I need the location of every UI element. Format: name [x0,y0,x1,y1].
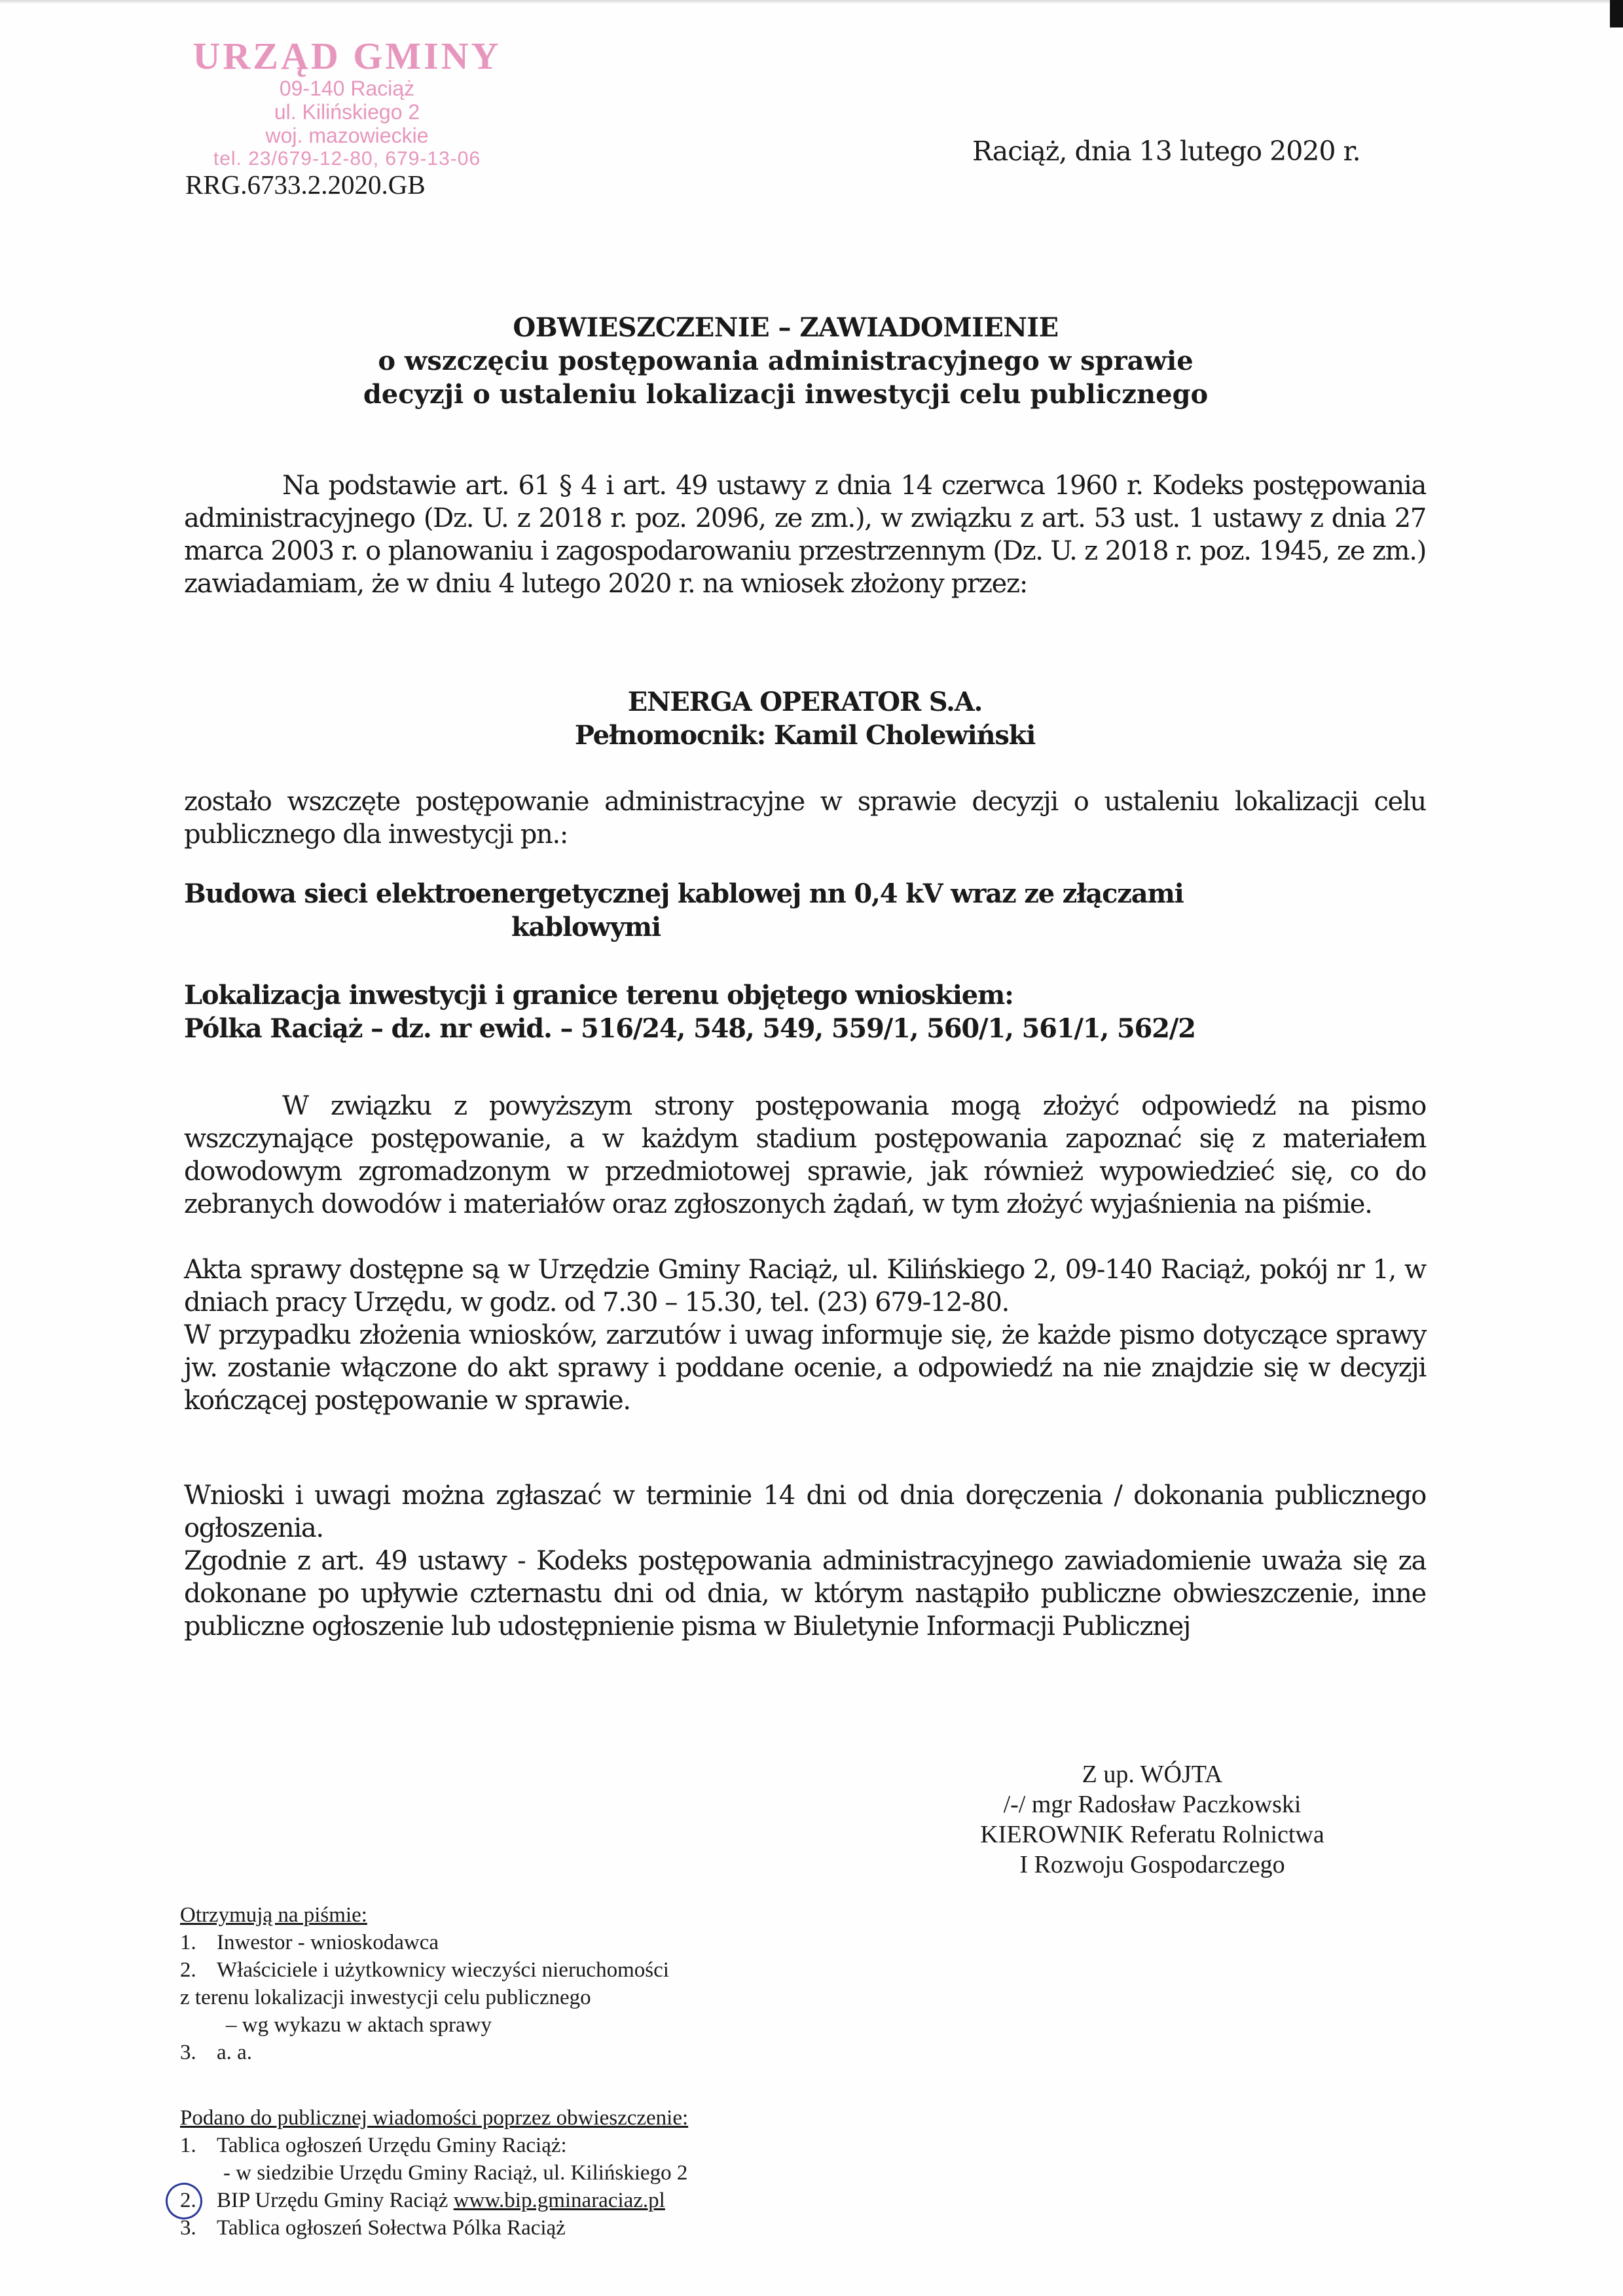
stamp-voivodeship: woj. mazowieckie [265,124,429,147]
item-text: BIP Urzędu Gminy Raciąż [217,2189,454,2212]
recipients-heading: Otrzymują na piśmie: [180,1903,367,1927]
parties-rights-paragraph: W związku z powyższym strony postępowania mogą złożyć odpowiedź na pismo wszczynające postępowanie, a w każdym stadium postępowania zapoznać się z materiałem dowodowym zgromadzonym w przedmiotowej sprawie, jak również wypowiedzieć się, co do zebranych dowodów i materiałów oraz zgłoszonych żądań, w tym złożyć wyjaśnienia na piśmie. [184,1091,1426,1219]
reference-number: RRG.6733.2.2020.GB [185,170,426,200]
recipient-item [180,1929,669,1956]
signature-line-4: I Rozwoju Gospodarczego [1019,1851,1285,1878]
stamp-title: URZĄD GMINY [192,35,501,77]
investment-name [184,877,1426,944]
applicant-block [184,685,1426,752]
item-number: 3. [180,2216,196,2240]
scan-corner-mark [1610,0,1623,27]
signature-line-2: /-/ mgr Radosław Paczkowski [1003,1791,1302,1818]
item-text: Tablica ogłoszeń Sołectwa Pólka Raciąż [217,2216,566,2240]
applicant-name: ENERGA OPERATOR S.A. [627,687,983,717]
files-available-paragraph: Akta sprawy dostępne są w Urzędzie Gminy Raciąż, ul. Kilińskiego 2, 09-140 Raciąż, pokój nr 1, w dniach pracy Urzędu, w godz. od 7.30 – 15.30, tel. (23) 679-12-80. [184,1255,1426,1318]
item-text: Właściciele i użytkownicy wieczyści nieruchomości [217,1958,669,1982]
location-parcels: Pólka Raciąż – dz. nr ewid. – 516/24, 548, 549, 559/1, 560/1, 561/1, 562/2 [184,1013,1195,1044]
signature-line-1: Z up. WÓJTA [1082,1761,1223,1788]
item-number [180,2187,217,2214]
signature-block [903,1759,1401,1880]
item-number: 3. [180,2041,196,2064]
item-number: 1. [180,2134,196,2157]
stamp-postal: 09-140 Raciąż [279,77,415,100]
item-subtext: z terenu lokalizacji inwestycji celu publicznego [180,1986,591,2009]
title-line-3: decyzji o ustaleniu lokalizacji inwestycji celu publicznego [363,379,1209,410]
title-line-1: OBWIESZCZENIE – ZAWIADOMIENIE [513,312,1059,343]
bip-link[interactable]: www.bip.gminaraciaz.pl [453,2189,665,2212]
office-stamp [190,36,504,171]
investment-line-2: kablowymi [511,912,661,942]
item-subtext: - w siedzibie Urzędu Gminy Raciąż, ul. Kilińskiego 2 [223,2161,688,2185]
objections-paragraph: W przypadku złożenia wniosków, zarzutów i uwag informuje się, że każde pismo dotyczące sprawy jw. zostanie włączone do akt sprawy i poddane ocenie, a odpowiedź na nie znajdzie się w decyzji kończącej postępowanie w sprawie. [184,1320,1426,1416]
signature-line-3: KIEROWNIK Referatu Rolnictwa [980,1821,1324,1848]
item-text: a. a. [217,2041,253,2064]
location-heading: Lokalizacja inwestycji i granice terenu objętego wnioskiem: [184,980,1013,1011]
place-date: Raciąż, dnia 13 lutego 2020 r. [972,135,1360,167]
applicant-proxy: Pełnomocnik: Kamil Cholewiński [574,720,1036,751]
recipient-item [180,2039,669,2066]
investment-line-1: Budowa sieci elektroenergetycznej kablowej nn 0,4 kV wraz ze złączami [184,878,1184,909]
publication-item [180,2187,688,2214]
stamp-phone: tel. 23/679-12-80, 679-13-06 [213,148,481,170]
publication-heading: Podano do publicznej wiadomości poprzez obwieszczenie: [180,2106,689,2130]
stamp-street: ul. Kilińskiego 2 [274,100,420,124]
deadline-paragraph: Wnioski i uwagi można zgłaszać w terminie 14 dni od dnia doręczenia / dokonania publicznego ogłoszenia. [184,1480,1426,1543]
publication-item [180,2132,688,2187]
item-text: Tablica ogłoszeń Urzędu Gminy Raciąż: [217,2134,567,2157]
item-number: 1. [180,1931,196,1954]
publication-item [180,2214,688,2242]
legal-basis-paragraph: Na podstawie art. 61 § 4 i art. 49 ustawy z dnia 14 czerwca 1960 r. Kodeks postępowania administracyjnego (Dz. U. z 2018 r. poz. 2096, ze zm.), w związku z art. 53 ust. 1 ustawy z dnia 27 marca 2003 r. o planowaniu i zagospodarowaniu przestrzennym (Dz. U. z 2018 r. poz. 1945, ze zm.) zawiadamiam, że w dniu 4 lutego 2020 r. na wniosek złożony przez: [184,471,1426,599]
scan-edge [0,0,1623,4]
art49-paragraph: Zgodnie z art. 49 ustawy - Kodeks postępowania administracyjnego zawiadomienie uważa się za dokonane po upływie czternastu dni od dnia, w którym nastąpiło publiczne obwieszczenie, inne publiczne ogłoszenie lub udostępnienie pisma w Biuletynie Informacji Publicznej [184,1546,1426,1641]
item-text: Inwestor - wnioskodawca [217,1931,439,1954]
recipients-list [180,1901,669,2066]
initiation-paragraph: zostało wszczęte postępowanie administracyjne w sprawie decyzji o ustaleniu lokalizacji celu publicznego dla inwestycji pn.: [184,787,1426,850]
item-subtext: – wg wykazu w aktach sprawy [226,2013,492,2037]
recipient-item [180,1956,669,2039]
publication-list [180,2104,688,2242]
title-line-2: o wszczęciu postępowania administracyjnego w sprawie [378,346,1194,376]
item-number-text: 2. [180,2189,196,2212]
document-title [249,311,1322,411]
item-number: 2. [180,1958,196,1982]
location-block [184,978,1426,1045]
